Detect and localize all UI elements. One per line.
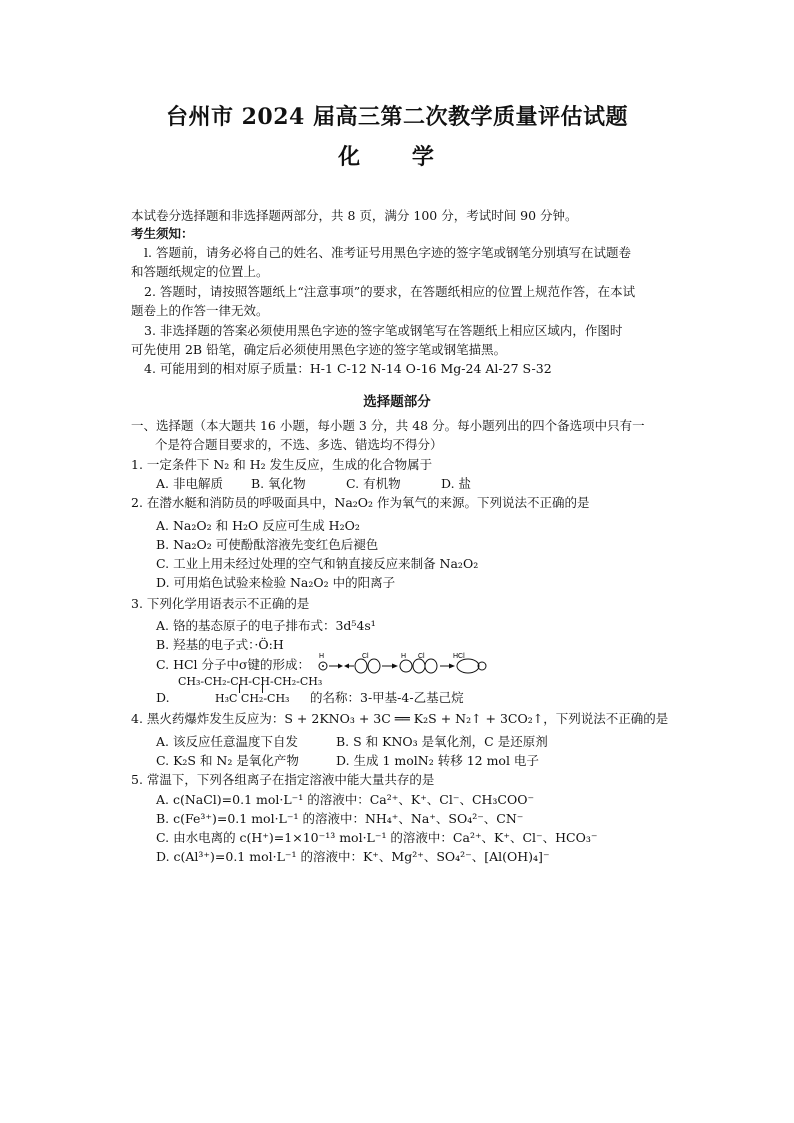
note-1-line-1: l. 答题前，请务必将自己的姓名、准考证号用黑色字迹的签字笔或钢笔分别填写在试题卷 [144, 245, 631, 260]
q4-option-b: B. S 和 KNO₃ 是氧化剂，C 是还原剂 [336, 734, 548, 749]
q5-option-d: D. c(Al³⁺)=0.1 mol·L⁻¹ 的溶液中：K⁺、Mg²⁺、SO₄²⁻、[Al(OH)₄]⁻ [156, 849, 550, 864]
q3-d-structure-bottom: H₃C CH₂-CH₃ [215, 692, 290, 705]
section-title: 选择题部分 [363, 394, 431, 410]
note-3-line-1: 3. 非选择题的答案必须使用黑色字迹的签字笔或钢笔写在答题纸上相应区域内，作图时 [144, 323, 623, 338]
q3-option-c: C. HCl 分子中σ键的形成： [156, 657, 311, 672]
q2-option-a: A. Na₂O₂ 和 H₂O 反应可生成 H₂O₂ [156, 518, 360, 533]
q1-option-b: B. 氧化物 [251, 476, 306, 491]
q1-options [156, 476, 536, 492]
diagram-label-h2: H [401, 653, 407, 660]
note-1-line-2: 和答题纸规定的位置上。 [131, 264, 269, 279]
q5-option-a: A. c(NaCl)=0.1 mol·L⁻¹ 的溶液中：Ca²⁺、K⁺、Cl⁻、CH₃COO⁻ [156, 792, 535, 807]
q3-option-d-name: 的名称：3-甲基-4-乙基己烷 [310, 690, 464, 705]
intro-summary: 本试卷分选择题和非选择题两部分，共 8 页，满分 100 分，考试时间 90 分钟。 [131, 208, 578, 223]
subject-title: 化 学 [338, 144, 456, 170]
q2-option-b: B. Na₂O₂ 可使酚酞溶液先变红色后褪色 [156, 537, 379, 552]
q3-d-structure-top: CH₃-CH₂-CH-CH-CH₂-CH₃ [178, 675, 323, 688]
q2-option-c: C. 工业上用未经过处理的空气和钠直接反应来制备 Na₂O₂ [156, 556, 479, 571]
p-orbital-lobe-icon [355, 659, 367, 673]
note-2-line-2: 题卷上的作答一律无效。 [131, 303, 269, 318]
q3-option-b: B. 羟基的电子式：·Ö:H [156, 637, 284, 652]
q4-options-row-2 [156, 753, 539, 769]
notice-title: 考生须知： [131, 226, 194, 241]
q1-option-c: C. 有机物 [346, 476, 401, 491]
q1-stem: 1. 一定条件下 N₂ 和 H₂ 发生反应，生成的化合物属于 [131, 457, 433, 472]
q5-option-b: B. c(Fe³⁺)=0.1 mol·L⁻¹ 的溶液中：NH₄⁺、Na⁺、SO₄²⁻、CN⁻ [156, 811, 524, 826]
arrow-right-icon [449, 664, 455, 669]
p-orbital-lobe-icon [368, 659, 380, 673]
s-orbital-icon [400, 660, 412, 672]
section-instruction-line-2: 个是符合题目要求的，不选、多选、错选均不得分） [155, 437, 443, 452]
q4-options-row-1 [156, 734, 548, 750]
diagram-label-h1: H [319, 653, 325, 660]
q3-stem: 3. 下列化学用语表示不正确的是 [131, 596, 310, 611]
diagram-label-hcl: HCl [453, 653, 465, 660]
q3-option-d-label: D. [156, 690, 170, 705]
note-2-line-1: 2. 答题时，请按照答题纸上“注意事项”的要求，在答题纸相应的位置上规范作答，在本试 [144, 284, 636, 299]
q5-stem: 5. 常温下，下列各组离子在指定溶液中能大量共存的是 [131, 772, 435, 787]
q2-option-d: D. 可用焰色试验来检验 Na₂O₂ 中的阳离子 [156, 575, 396, 590]
q4-stem: 4. 黑火药爆炸发生反应为：S + 2KNO₃ + 3C ══ K₂S + N₂↑ + 3CO₂↑，下列说法不正确的是 [131, 711, 669, 726]
sigma-bond-formation-diagram [318, 651, 493, 677]
arrow-left-icon [344, 664, 349, 669]
q2-stem: 2. 在潜水艇和消防员的呼吸面具中，Na₂O₂ 作为氧气的来源。下列说法不正确的是 [131, 495, 590, 510]
diagram-label-cl2: Cl [418, 653, 425, 660]
q1-option-a: A. 非电解质 [156, 476, 223, 491]
arrow-right-icon [338, 664, 343, 669]
section-instruction-line-1: 一、选择题（本大题共 16 小题，每小题 3 分，共 48 分。每小题列出的四个备选项中只有一 [131, 418, 645, 433]
exam-title: 台州市 2024 届高三第二次教学质量评估试题 [165, 104, 629, 130]
q4-option-d: D. 生成 1 molN₂ 转移 12 mol 电子 [336, 753, 539, 768]
q4-option-c: C. K₂S 和 N₂ 是氧化产物 [156, 753, 299, 768]
arrow-right-icon [392, 664, 398, 669]
overlap-orbital-icon [457, 659, 479, 673]
q3-option-a: A. 铬的基态原子的电子排布式：3d⁵4s¹ [156, 618, 376, 633]
q5-option-c: C. 由水电离的 c(H⁺)=1×10⁻¹³ mol·L⁻¹ 的溶液中：Ca²⁺、K⁺、Cl⁻、HCO₃⁻ [156, 830, 598, 845]
note-4: 4. 可能用到的相对原子质量：H-1 C-12 N-14 O-16 Mg-24 Al-27 S-32 [144, 361, 552, 376]
diagram-label-cl1: Cl [362, 653, 369, 660]
q4-option-a: A. 该反应任意温度下自发 [156, 734, 298, 749]
note-3-line-2: 可先使用 2B 铅笔，确定后必须使用黑色字迹的签字笔或钢笔描黑。 [131, 342, 507, 357]
q1-option-d: D. 盐 [441, 476, 472, 491]
